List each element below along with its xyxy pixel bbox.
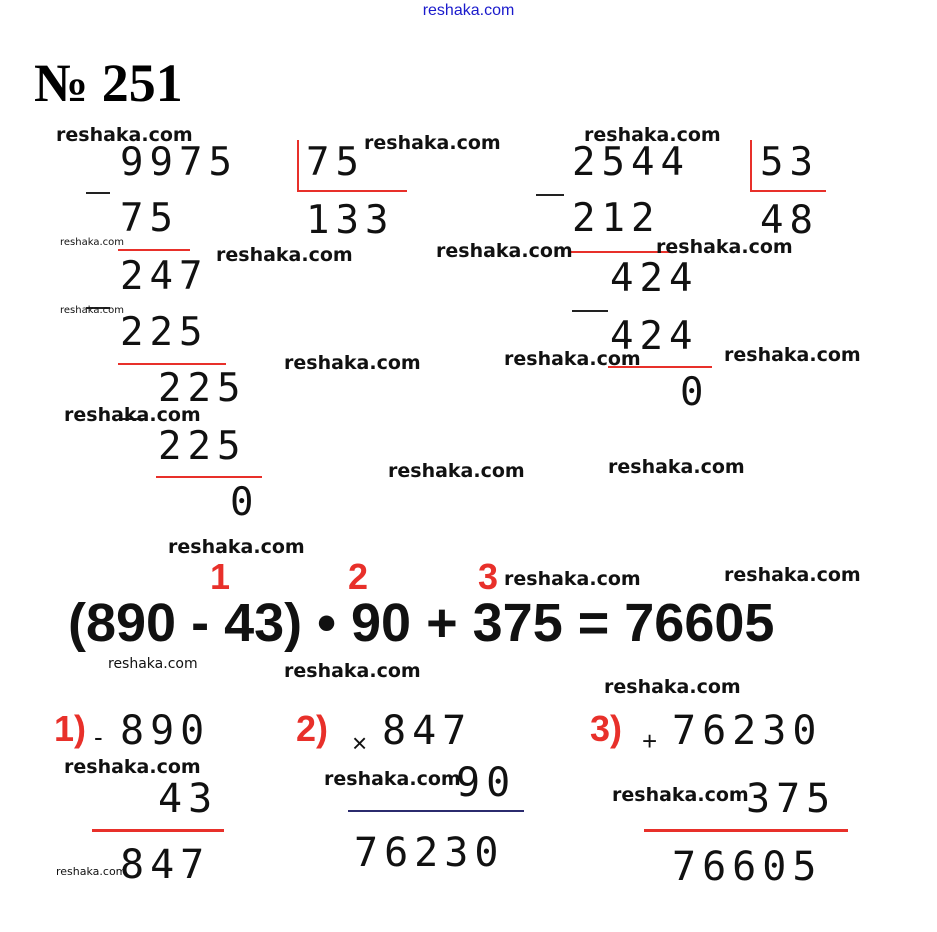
expression-text: (890 - 43) • 90 + 375 = 76605 bbox=[68, 593, 775, 653]
subtraction-line bbox=[156, 476, 262, 478]
watermark-text: reshaka.com bbox=[284, 660, 421, 682]
quotient-1: 133 bbox=[306, 198, 395, 243]
division-step: 212 bbox=[572, 196, 661, 241]
calc-label: 2) bbox=[296, 708, 329, 749]
watermark-text: reshaka.com bbox=[60, 305, 124, 316]
minus-sign bbox=[572, 310, 608, 312]
divisor-2: 53 bbox=[760, 140, 819, 185]
division-bar-vertical bbox=[297, 140, 299, 192]
division-step: 225 bbox=[158, 366, 247, 411]
order-number: 3 bbox=[478, 556, 499, 597]
subtraction-line bbox=[118, 363, 226, 365]
watermark-text: reshaka.com bbox=[364, 132, 501, 154]
watermark-text: reshaka.com bbox=[604, 676, 741, 698]
calc-bottom-operand: 375 bbox=[746, 776, 837, 822]
calc-top-operand: 76230 bbox=[672, 708, 823, 754]
division-bar-horizontal bbox=[297, 190, 407, 192]
calc-result: 76605 bbox=[672, 844, 823, 890]
watermark-text: reshaka.com bbox=[108, 656, 198, 672]
watermark-text: reshaka.com bbox=[56, 124, 193, 146]
order-number: 2 bbox=[348, 556, 369, 597]
calc-label: 3) bbox=[590, 708, 623, 749]
watermark-text: reshaka.com bbox=[284, 352, 421, 374]
minus-sign bbox=[86, 192, 110, 194]
division-step: 225 bbox=[158, 424, 247, 469]
minus-sign bbox=[536, 194, 564, 196]
multiply-sign: × bbox=[352, 728, 368, 758]
division-step: 424 bbox=[610, 314, 699, 359]
watermark-text: reshaka.com bbox=[584, 124, 721, 146]
dividend-1: 9975 bbox=[120, 140, 238, 185]
division-step: 225 bbox=[120, 310, 209, 355]
division-step: 424 bbox=[610, 256, 699, 301]
watermark-text: reshaka.com bbox=[216, 244, 353, 266]
site-header-link[interactable]: reshaka.com bbox=[422, 2, 515, 19]
result-line bbox=[644, 829, 848, 832]
calc-result: 76230 bbox=[354, 830, 505, 876]
watermark-text: reshaka.com bbox=[724, 344, 861, 366]
minus-sign: - bbox=[94, 722, 103, 752]
watermark-text: reshaka.com bbox=[656, 236, 793, 258]
plus-sign: + bbox=[642, 726, 658, 756]
watermark-text: reshaka.com bbox=[64, 404, 201, 426]
calc-label: 1) bbox=[54, 708, 87, 749]
watermark-text: reshaka.com bbox=[388, 460, 525, 482]
watermark-text: reshaka.com bbox=[60, 237, 124, 248]
calc-result: 847 bbox=[120, 842, 211, 888]
watermark-text: reshaka.com bbox=[504, 348, 641, 370]
calc-bottom-operand: 90 bbox=[456, 760, 517, 806]
watermark-text: reshaka.com bbox=[324, 768, 461, 790]
watermark-text: reshaka.com bbox=[56, 865, 127, 878]
calc-top-operand: 890 bbox=[120, 708, 211, 754]
division-remainder: 0 bbox=[230, 480, 260, 525]
calc-bottom-operand: 43 bbox=[158, 776, 219, 822]
calc-top-operand: 847 bbox=[382, 708, 473, 754]
division-bar-horizontal bbox=[750, 190, 826, 192]
watermark-text: reshaka.com bbox=[608, 456, 745, 478]
task-number: № 251 bbox=[34, 53, 183, 113]
divisor-1: 75 bbox=[306, 140, 365, 185]
result-line bbox=[348, 810, 524, 812]
division-step: 247 bbox=[120, 254, 209, 299]
division-bar-vertical bbox=[750, 140, 752, 192]
watermark-text: reshaka.com bbox=[724, 564, 861, 586]
watermark-text: reshaka.com bbox=[64, 756, 201, 778]
watermark-text: reshaka.com bbox=[504, 568, 641, 590]
subtraction-line bbox=[118, 249, 190, 251]
dividend-2: 2544 bbox=[572, 140, 690, 185]
watermark-text: reshaka.com bbox=[612, 784, 749, 806]
watermark-text: reshaka.com bbox=[168, 536, 305, 558]
result-line bbox=[92, 829, 224, 832]
division-step: 75 bbox=[120, 196, 179, 241]
order-number: 1 bbox=[210, 556, 231, 597]
watermark-text: reshaka.com bbox=[436, 240, 573, 262]
division-remainder: 0 bbox=[680, 370, 710, 415]
quotient-2: 48 bbox=[760, 198, 819, 243]
